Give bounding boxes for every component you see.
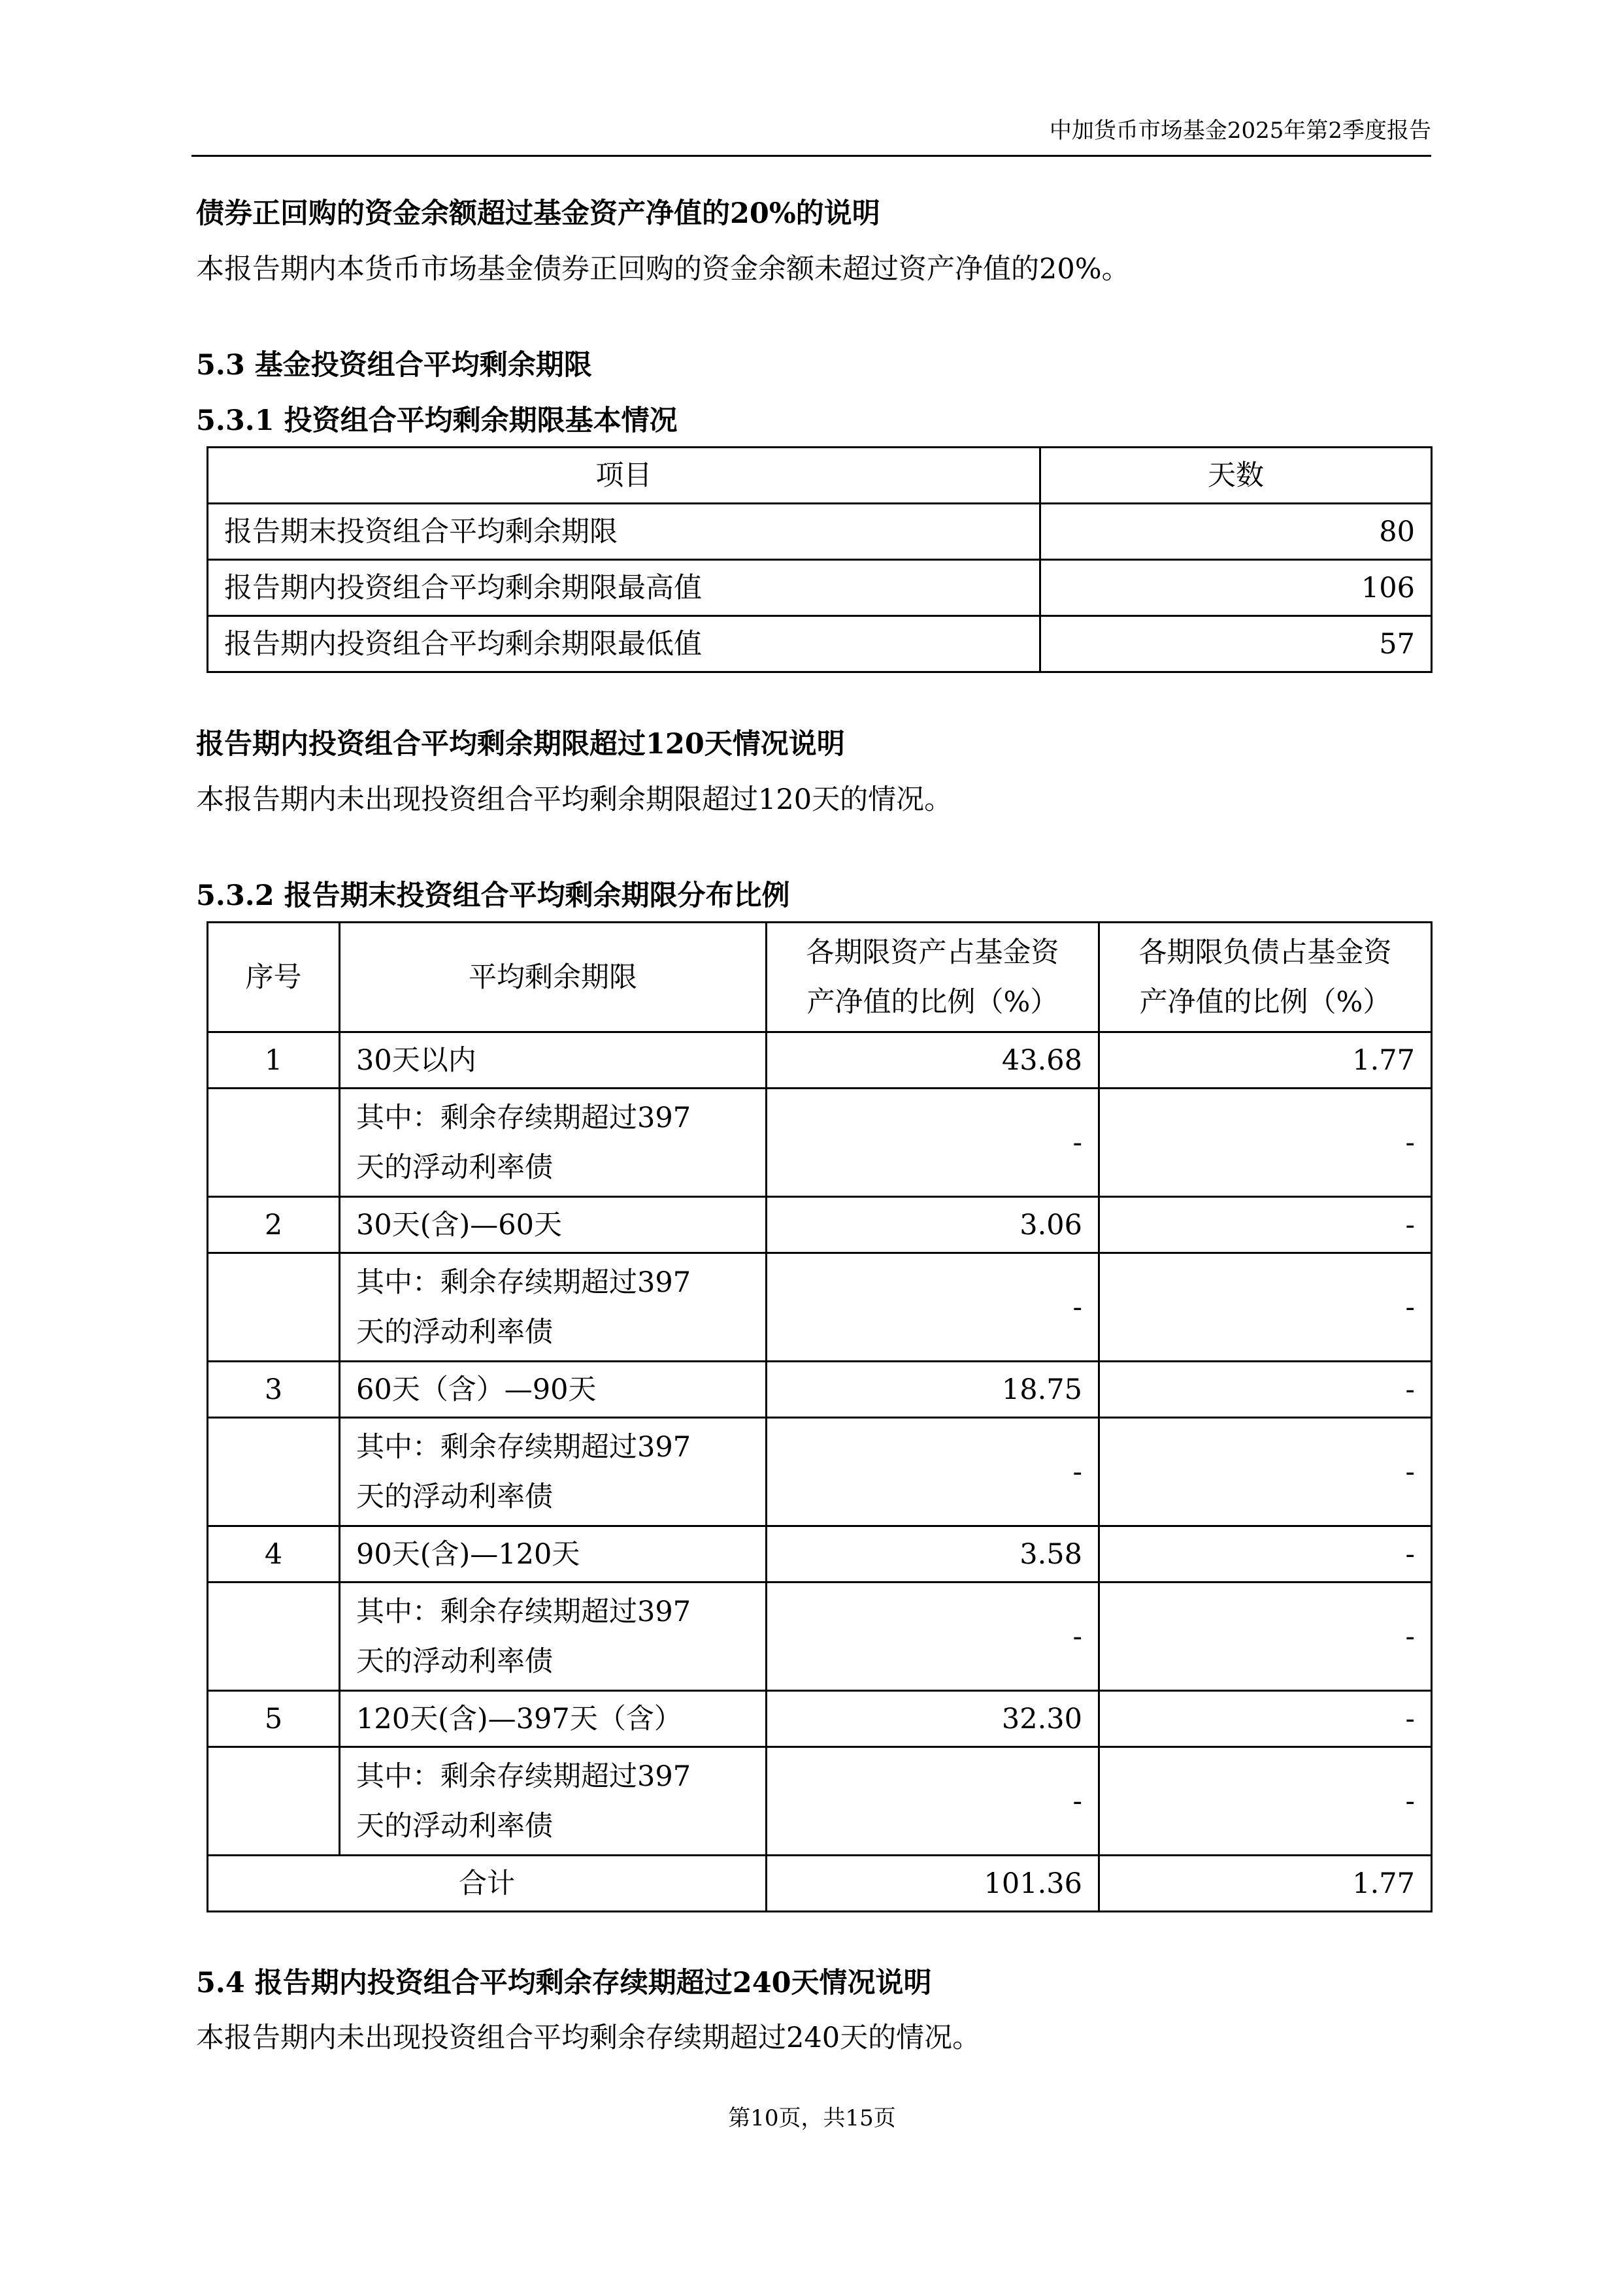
sub-row-label bbox=[340, 1583, 767, 1691]
row-no: 5 bbox=[208, 1691, 340, 1747]
row-no: 2 bbox=[208, 1197, 340, 1253]
row-liability: 1.77 bbox=[1099, 1032, 1432, 1089]
row-no-empty bbox=[208, 1583, 340, 1691]
row-label: 报告期内投资组合平均剩余期限最高值 bbox=[208, 560, 1040, 616]
row-no-empty bbox=[208, 1089, 340, 1197]
asset-header-line-1: 各期限资产占基金资 bbox=[806, 936, 1059, 969]
row-period: 90天(含)—120天 bbox=[340, 1526, 767, 1583]
sub-row-asset: - bbox=[767, 1253, 1099, 1362]
row-period: 30天以内 bbox=[340, 1032, 767, 1089]
sub-row-liability: - bbox=[1099, 1583, 1432, 1691]
row-period: 60天（含）—90天 bbox=[340, 1362, 767, 1418]
section-5-4-heading: 5.4 报告期内投资组合平均剩余存续期超过240天情况说明 bbox=[196, 1967, 932, 1999]
total-asset: 101.36 bbox=[767, 1856, 1099, 1912]
page-header bbox=[191, 110, 1431, 157]
repo-text: 本报告期内本货币市场基金债券正回购的资金余额未超过资产净值的20%。 bbox=[196, 253, 1130, 286]
table-total-row bbox=[208, 1856, 1432, 1912]
column-header-item: 项目 bbox=[208, 448, 1040, 504]
over-120-text: 本报告期内未出现投资组合平均剩余期限超过120天的情况。 bbox=[196, 783, 953, 816]
table-sub-row bbox=[208, 1089, 1432, 1197]
row-liability: - bbox=[1099, 1691, 1432, 1747]
liability-header-line-1: 各期限负债占基金资 bbox=[1138, 936, 1392, 969]
over-120-heading: 报告期内投资组合平均剩余期限超过120天情况说明 bbox=[196, 728, 845, 761]
table-header-row bbox=[208, 448, 1432, 504]
section-5-4-text: 本报告期内未出现投资组合平均剩余存续期超过240天的情况。 bbox=[196, 2022, 981, 2054]
table-row bbox=[208, 1362, 1432, 1418]
section-5-3-heading: 5.3 基金投资组合平均剩余期限 bbox=[196, 349, 592, 382]
table-header-row bbox=[208, 923, 1432, 1032]
sub-row-asset: - bbox=[767, 1747, 1099, 1856]
row-liability: - bbox=[1099, 1526, 1432, 1583]
sub-label-line-1: 其中：剩余存续期超过397 bbox=[356, 1430, 691, 1464]
sub-label-line-2: 天的浮动利率债 bbox=[356, 1809, 553, 1843]
row-asset: 3.58 bbox=[767, 1526, 1099, 1583]
row-value: 106 bbox=[1040, 560, 1432, 616]
row-no-empty bbox=[208, 1418, 340, 1526]
row-asset: 32.30 bbox=[767, 1691, 1099, 1747]
column-header-asset bbox=[767, 923, 1099, 1032]
row-asset: 18.75 bbox=[767, 1362, 1099, 1418]
sub-row-liability: - bbox=[1099, 1418, 1432, 1526]
table-row bbox=[208, 560, 1432, 616]
row-no-empty bbox=[208, 1747, 340, 1856]
sub-row-asset: - bbox=[767, 1418, 1099, 1526]
section-5-3-2-heading: 5.3.2 报告期末投资组合平均剩余期限分布比例 bbox=[196, 879, 790, 912]
total-label: 合计 bbox=[208, 1856, 767, 1912]
row-no-empty bbox=[208, 1253, 340, 1362]
table-row bbox=[208, 1197, 1432, 1253]
row-label: 报告期末投资组合平均剩余期限 bbox=[208, 504, 1040, 560]
row-no: 4 bbox=[208, 1526, 340, 1583]
sub-label-line-2: 天的浮动利率债 bbox=[356, 1315, 553, 1349]
row-asset: 3.06 bbox=[767, 1197, 1099, 1253]
row-no: 3 bbox=[208, 1362, 340, 1418]
sub-row-label bbox=[340, 1747, 767, 1856]
sub-row-label bbox=[340, 1418, 767, 1526]
table-row bbox=[208, 616, 1432, 672]
sub-label-line-2: 天的浮动利率债 bbox=[356, 1151, 553, 1184]
column-header-no: 序号 bbox=[208, 923, 340, 1032]
sub-label-line-2: 天的浮动利率债 bbox=[356, 1480, 553, 1513]
sub-label-line-1: 其中：剩余存续期超过397 bbox=[356, 1101, 691, 1134]
sub-row-liability: - bbox=[1099, 1747, 1432, 1856]
avg-maturity-table bbox=[207, 446, 1433, 673]
row-value: 57 bbox=[1040, 616, 1432, 672]
column-header-period: 平均剩余期限 bbox=[340, 923, 767, 1032]
table-row bbox=[208, 1691, 1432, 1747]
table-sub-row bbox=[208, 1583, 1432, 1691]
row-period: 120天(含)—397天（含） bbox=[340, 1691, 767, 1747]
sub-row-label bbox=[340, 1253, 767, 1362]
maturity-distribution-table bbox=[207, 921, 1433, 1912]
asset-header-line-2: 产净值的比例（%） bbox=[806, 985, 1059, 1019]
table-row bbox=[208, 504, 1432, 560]
row-liability: - bbox=[1099, 1197, 1432, 1253]
sub-row-asset: - bbox=[767, 1583, 1099, 1691]
table-sub-row bbox=[208, 1418, 1432, 1526]
liability-header-line-2: 产净值的比例（%） bbox=[1139, 985, 1391, 1019]
total-liability: 1.77 bbox=[1099, 1856, 1432, 1912]
sub-row-asset: - bbox=[767, 1089, 1099, 1197]
column-header-days: 天数 bbox=[1040, 448, 1432, 504]
table-row bbox=[208, 1526, 1432, 1583]
row-asset: 43.68 bbox=[767, 1032, 1099, 1089]
sub-row-liability: - bbox=[1099, 1089, 1432, 1197]
sub-label-line-1: 其中：剩余存续期超过397 bbox=[356, 1760, 691, 1793]
sub-label-line-1: 其中：剩余存续期超过397 bbox=[356, 1595, 691, 1628]
page-footer: 第10页，共15页 bbox=[728, 2105, 896, 2131]
sub-label-line-2: 天的浮动利率债 bbox=[356, 1645, 553, 1678]
section-5-3-1-heading: 5.3.1 投资组合平均剩余期限基本情况 bbox=[196, 404, 678, 437]
row-no: 1 bbox=[208, 1032, 340, 1089]
sub-row-label bbox=[340, 1089, 767, 1197]
row-period: 30天(含)—60天 bbox=[340, 1197, 767, 1253]
repo-heading: 债券正回购的资金余额超过基金资产净值的20%的说明 bbox=[196, 197, 880, 230]
table-sub-row bbox=[208, 1253, 1432, 1362]
table-row bbox=[208, 1032, 1432, 1089]
row-value: 80 bbox=[1040, 504, 1432, 560]
row-liability: - bbox=[1099, 1362, 1432, 1418]
sub-row-liability: - bbox=[1099, 1253, 1432, 1362]
row-label: 报告期内投资组合平均剩余期限最低值 bbox=[208, 616, 1040, 672]
sub-label-line-1: 其中：剩余存续期超过397 bbox=[356, 1266, 691, 1299]
column-header-liability bbox=[1099, 923, 1432, 1032]
table-sub-row bbox=[208, 1747, 1432, 1856]
header-title: 中加货币市场基金2025年第2季度报告 bbox=[1049, 118, 1431, 144]
